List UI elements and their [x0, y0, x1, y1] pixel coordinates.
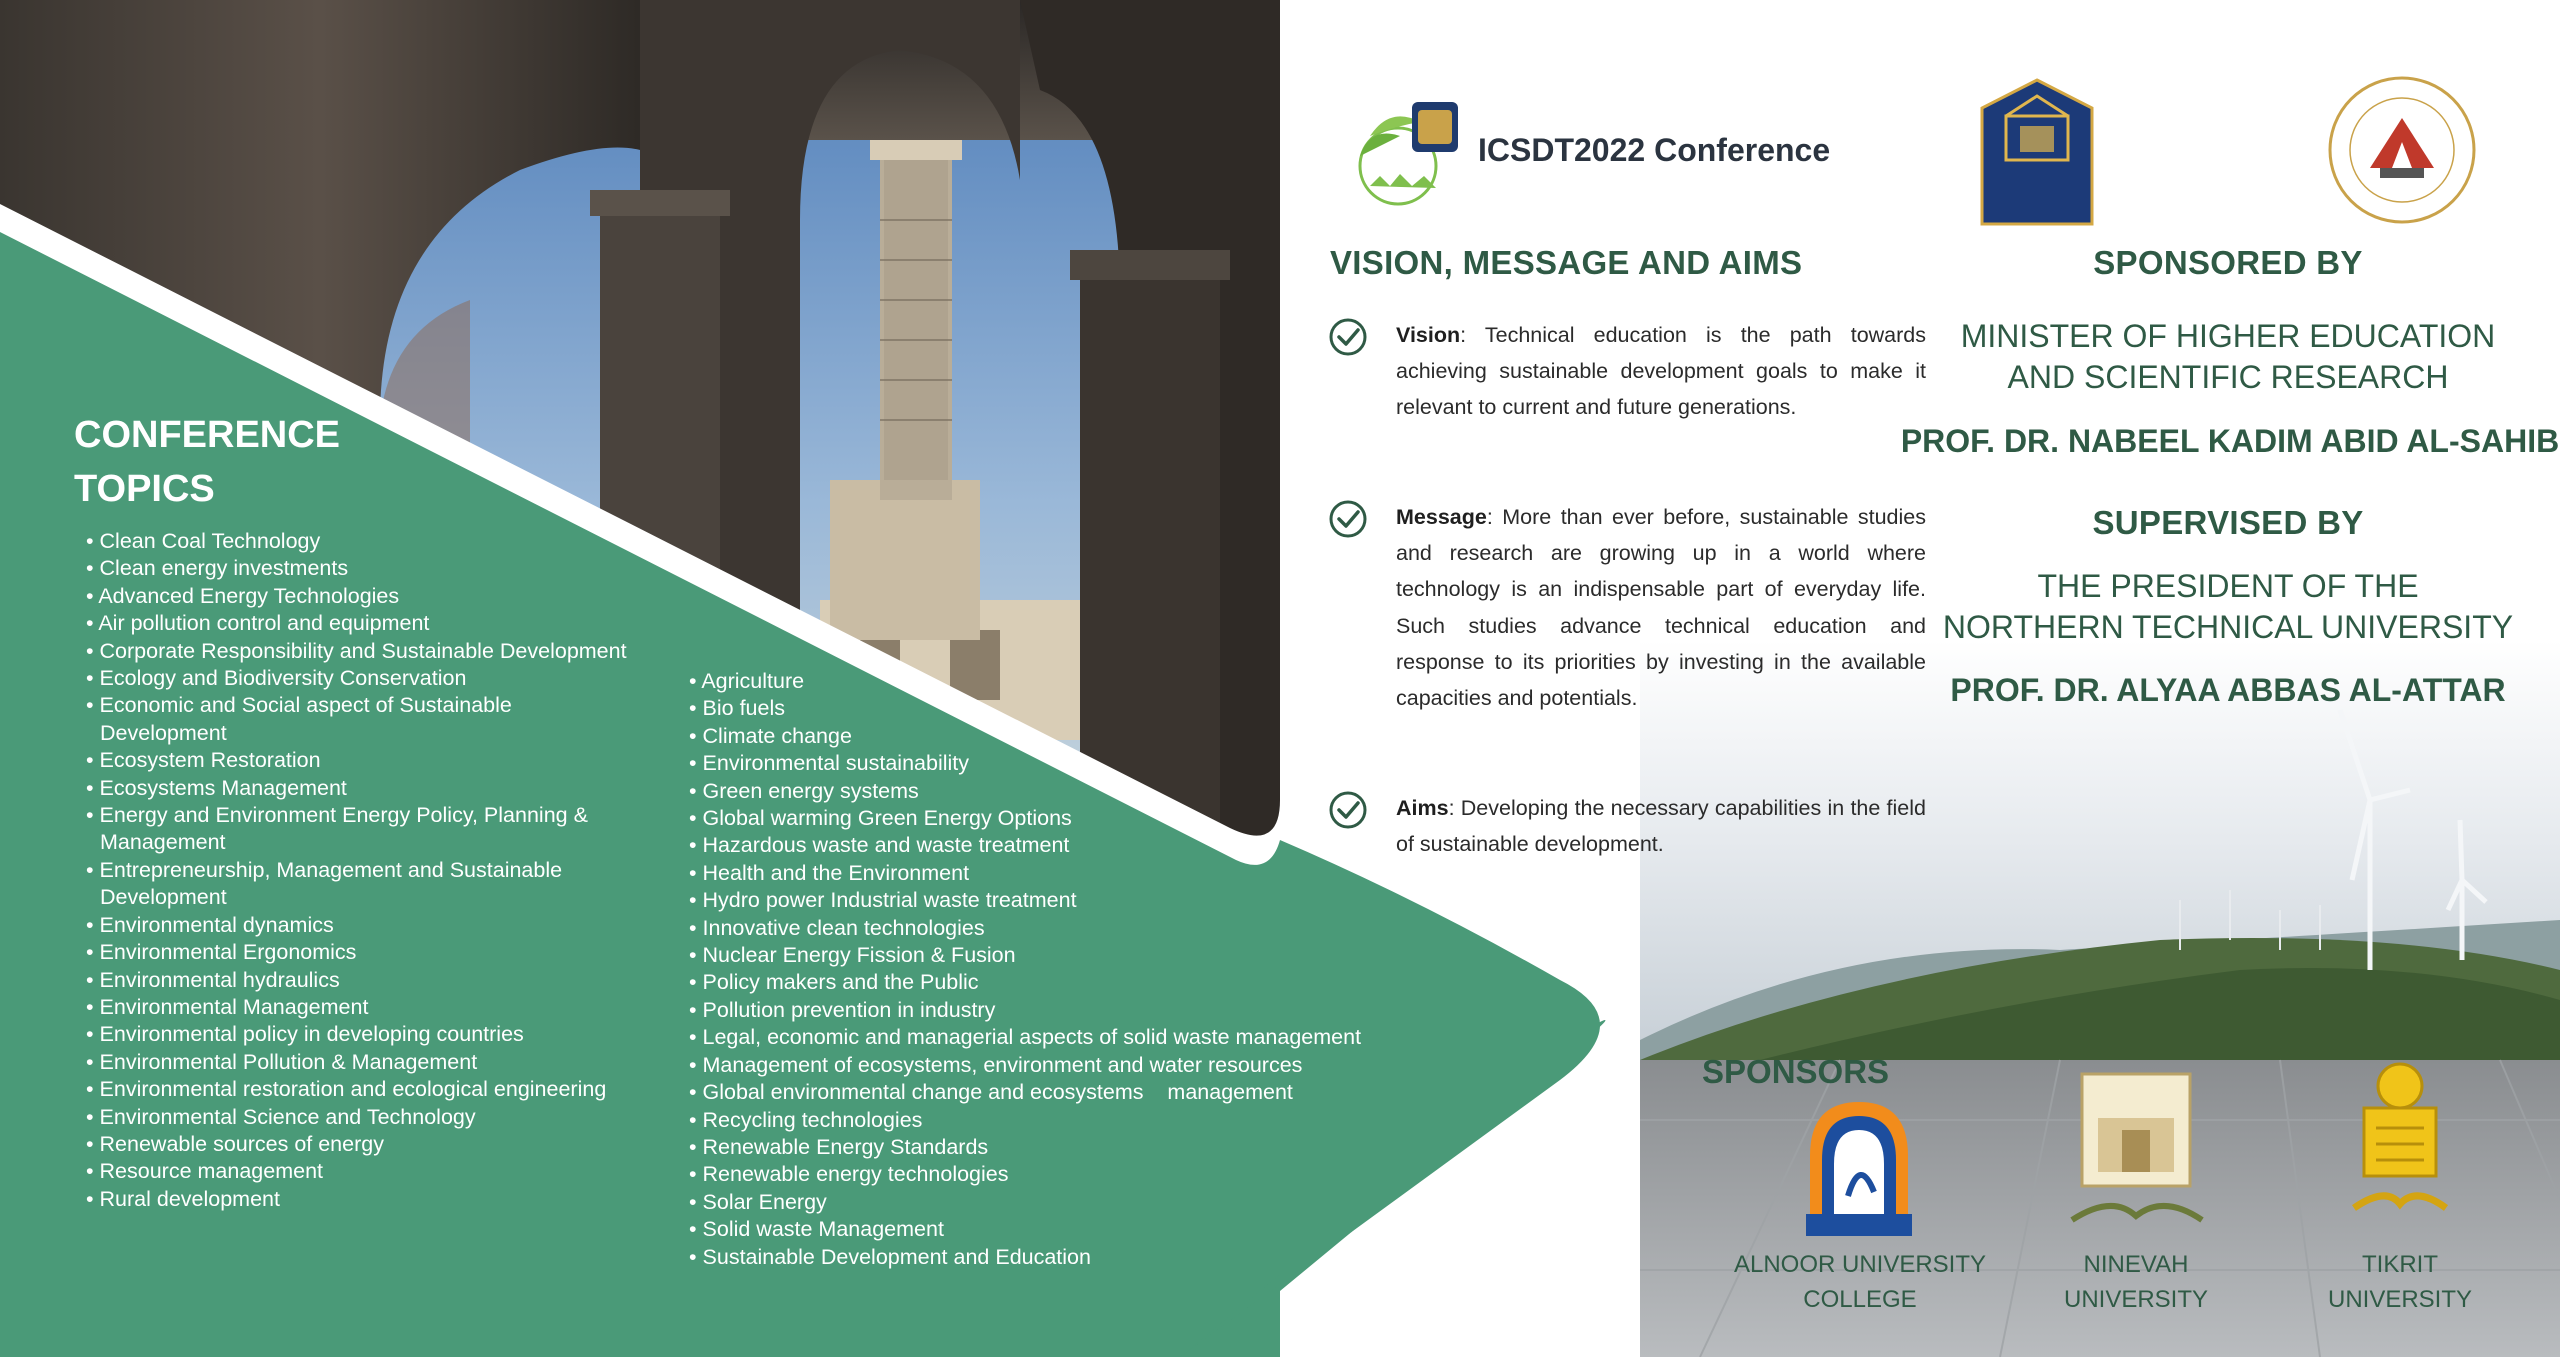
minister-title-line2: AND SCIENTIFIC RESEARCH [2007, 359, 2449, 395]
topic-item: • Policy makers and the Public [683, 969, 1443, 996]
alnoor-university-logo [1800, 1096, 1918, 1242]
topic-item: • Solid waste Management [683, 1216, 1443, 1243]
topic-item: • Agriculture [683, 668, 1443, 695]
topic-item: • Solar Energy [683, 1189, 1443, 1216]
topic-item: • Environmental sustainability [683, 750, 1443, 777]
supervised-by-heading: SUPERVISED BY [2092, 504, 2364, 541]
tikrit-university-logo [2346, 1058, 2454, 1240]
president-name: PROF. DR. ALYAA ABBAS AL-ATTAR [1950, 672, 2506, 708]
icsdt-leaf-logo [1340, 96, 1476, 210]
topic-item: • Advanced Energy Technologies [80, 583, 640, 610]
vision-heading: VISION, MESSAGE AND AIMS [1330, 244, 1803, 281]
conference-topics-title [74, 408, 434, 516]
topic-item: • Hazardous waste and waste treatment [683, 832, 1443, 859]
topic-item: • Innovative clean technologies [683, 915, 1443, 942]
topic-item: • Climate change [683, 723, 1443, 750]
president-title [1908, 566, 2548, 648]
topic-item: • Environmental Science and Technology [80, 1104, 640, 1131]
topic-item: • Environmental Management [80, 994, 640, 1021]
topic-item: • Green energy systems [683, 778, 1443, 805]
topics-title-line2: TOPICS [74, 468, 215, 510]
president-title-line1: THE PRESIDENT OF THE [2037, 568, 2419, 604]
tikrit-university-name: TIKRIT UNIVERSITY [2327, 1251, 2473, 1313]
topic-item: • Environmental Ergonomics [80, 939, 640, 966]
message-body: : More than ever before, sustainable studies and research are growing up in a world where technology is an indispensable part of everyday life. Such studies advance technical education and response to its priorities by investing in the available capacities and potentials. [1396, 505, 1926, 711]
topic-item: • Management of ecosystems, environment and water resources [683, 1052, 1443, 1079]
ninevah-university-name: NINEVAH UNIVERSITY [2063, 1251, 2209, 1313]
topic-item: • Environmental restoration and ecological engineering [80, 1076, 640, 1103]
topic-item: • Ecosystems Management [80, 775, 640, 802]
topic-item: • Ecology and Biodiversity Conservation [80, 665, 640, 692]
topics-column-2 [683, 668, 1443, 1271]
check-circle-icon [1328, 790, 1368, 830]
topic-item: • Legal, economic and managerial aspects of solid waste management [683, 1024, 1443, 1051]
topic-item: • Corporate Responsibility and Sustainable Development [80, 638, 640, 665]
sponsored-by-heading: SPONSORED BY [2093, 244, 2363, 281]
topic-item: • Resource management [80, 1158, 640, 1185]
topic-item: • Environmental Pollution & Management [80, 1049, 640, 1076]
minister-title [1908, 316, 2548, 398]
topic-item: • Renewable energy technologies [683, 1161, 1443, 1188]
topic-item: • Ecosystem Restoration [80, 747, 640, 774]
aims-label: Aims [1396, 796, 1449, 820]
minister-title-line1: MINISTER OF HIGHER EDUCATION [1960, 318, 2496, 354]
topic-item: • Clean energy investments [80, 555, 640, 582]
conference-title: ICSDT2022 Conference [1478, 132, 1831, 168]
topic-item: • Global warming Green Energy Options [683, 805, 1443, 832]
president-title-line2: NORTHERN TECHNICAL UNIVERSITY [1942, 609, 2514, 645]
topic-item: • Air pollution control and equipment [80, 610, 640, 637]
topic-item: • Energy and Environment Energy Policy, Planning & Management [80, 802, 640, 857]
check-circle-icon [1328, 317, 1368, 357]
topic-item: • Rural development [80, 1186, 640, 1213]
aims-text [1396, 790, 1926, 862]
aims-body: : Developing the necessary capabilities in the field of sustainable development. [1396, 796, 1926, 857]
northern-technical-university-logo [1980, 78, 2094, 226]
alnoor-university-name: ALNOOR UNIVERSITY COLLEGE [1733, 1251, 1987, 1313]
topic-item: • Nuclear Energy Fission & Fusion [683, 942, 1443, 969]
check-circle-icon [1328, 499, 1368, 539]
vision-text [1396, 317, 1926, 426]
topic-item: • Renewable Energy Standards [683, 1134, 1443, 1161]
topic-item: • Renewable sources of energy [80, 1131, 640, 1158]
ministry-higher-education-logo [2326, 72, 2478, 228]
topic-item: • Sustainable Development and Education [683, 1244, 1443, 1271]
topic-item: • Hydro power Industrial waste treatment [683, 887, 1443, 914]
minister-name: PROF. DR. NABEEL KADIM ABID AL-SAHIB [1900, 423, 2560, 459]
topic-item: • Environmental policy in developing countries [80, 1021, 640, 1048]
topics-column-1 [80, 528, 640, 1213]
vision-label: Vision [1396, 323, 1461, 347]
sponsors-heading: SPONSORS [1702, 1053, 1890, 1090]
vision-body: : Technical education is the path towards achieving sustainable development goals to make it relevant to current and future generations. [1396, 323, 1926, 420]
message-text [1396, 499, 1926, 716]
topic-item: • Pollution prevention in industry [683, 997, 1443, 1024]
message-label: Message [1396, 505, 1487, 529]
topic-item: • Entrepreneurship, Management and Sustainable Development [80, 857, 640, 912]
topic-item: • Environmental dynamics [80, 912, 640, 939]
topic-item: • Economic and Social aspect of Sustainable Development [80, 692, 640, 747]
topic-item: • Recycling technologies [683, 1107, 1443, 1134]
topic-item: • Clean Coal Technology [80, 528, 640, 555]
ninevah-university-logo [2052, 1070, 2220, 1240]
topic-item: • Global environmental change and ecosystems management [683, 1079, 1443, 1106]
topic-item: • Bio fuels [683, 695, 1443, 722]
topic-item: • Health and the Environment [683, 860, 1443, 887]
topics-title-line1: CONFERENCE [74, 414, 341, 456]
topic-item: • Environmental hydraulics [80, 967, 640, 994]
